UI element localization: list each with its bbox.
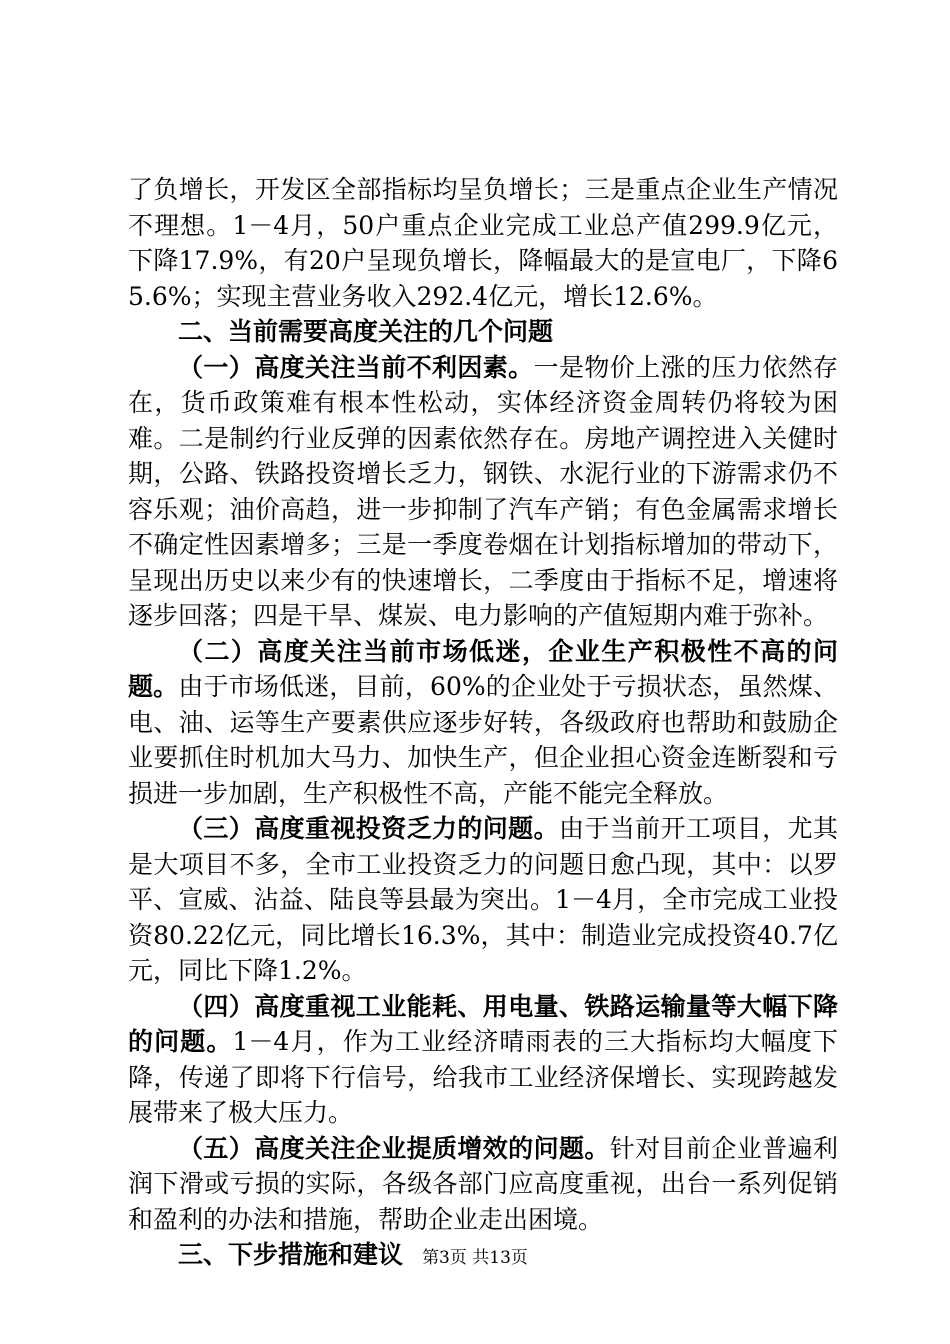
paragraph-text: 由于当前开工项目，尤其是大项目不多，全市工业投资乏力的问题日愈凸现，其中：以罗平、宣威、沾益、陆良等县最为突出。1－4月，全市完成工业投资80.22亿元，同比增长16.3%，其中：制造业完成投资40.7亿元，同比下降1.2%。: [128, 814, 838, 985]
page-number: 第3页 共13页: [422, 1248, 528, 1268]
page-footer: [0, 1243, 950, 1268]
paragraph-text: 针对目前企业普遍利润下滑或亏损的实际，各级各部门应高度重视，出台一系列促销和盈利的办法和措施，帮助企业走出困境。: [128, 1133, 838, 1234]
paragraph-text: 1－4月，作为工业经济晴雨表的三大指标均大幅度下降，传递了即将下行信号，给我市工业经济保增长、实现跨越发展带来了极大压力。: [128, 1027, 838, 1127]
document-body: [128, 172, 838, 1273]
paragraph-lead: （二）高度关注当前市场低迷，企业生产积极性不高的问题。: [128, 636, 838, 701]
paragraph-text: 一是物价上涨的压力依然存在，货币政策难有根本性松动，实体经济资金周转仍将较为困难。二是制约行业反弹的因素依然存在。房地产调控进入关健时期，公路、铁路投资增长乏力，钢铁、水泥行业的下游需求仍不容乐观；油价高趋，进一步抑制了汽车产销；有色金属需求增长不确定性因素增多；三是一季度卷烟在计划指标增加的带动下，呈现出历史以来少有的快速增长，二季度由于指标不足，增速将逐步回落；四是干旱、煤炭、电力影响的产值短期内难于弥补。: [128, 352, 838, 630]
paragraph-item-1: [128, 350, 838, 634]
paragraph-lead: （一）高度关注当前不利因素。: [178, 352, 534, 382]
paragraph-item-2: [128, 634, 838, 812]
paragraph-item-5: [128, 1131, 838, 1238]
paragraph-item-3: [128, 811, 838, 989]
paragraph-lead: （五）高度关注企业提质增效的问题。: [178, 1133, 610, 1163]
paragraph-continuation: [128, 172, 838, 314]
paragraph-text: 由于市场低迷，目前，60%的企业处于亏损状态，虽然煤、电、油、运等生产要素供应逐步好转，各级政府也帮助和鼓励企业要抓住时机加大马力、加快生产，但企业担心资金连断裂和亏损进一步加剧，生产积极性不高，产能不能完全释放。: [128, 672, 838, 808]
heading-text: 二、当前需要高度关注的几个问题: [178, 317, 554, 346]
paragraph-text: 了负增长，开发区全部指标均呈负增长；三是重点企业生产情况不理想。1－4月，50户重点企业完成工业总产值299.9亿元，下降17.9%，有20户呈现负增长，降幅最大的是宣电厂，下降65.6%；实现主营业务收入292.4亿元，增长12.6%。: [128, 175, 838, 311]
section-heading-2: [128, 314, 838, 350]
paragraph-lead: （四）高度重视工业能耗、用电量、铁路运输量等大幅下降的问题。: [128, 991, 838, 1056]
heading-text: 三、下步措施和建议: [178, 1240, 404, 1269]
paragraph-lead: （三）高度重视投资乏力的问题。: [178, 814, 559, 843]
paragraph-item-4: [128, 989, 838, 1131]
